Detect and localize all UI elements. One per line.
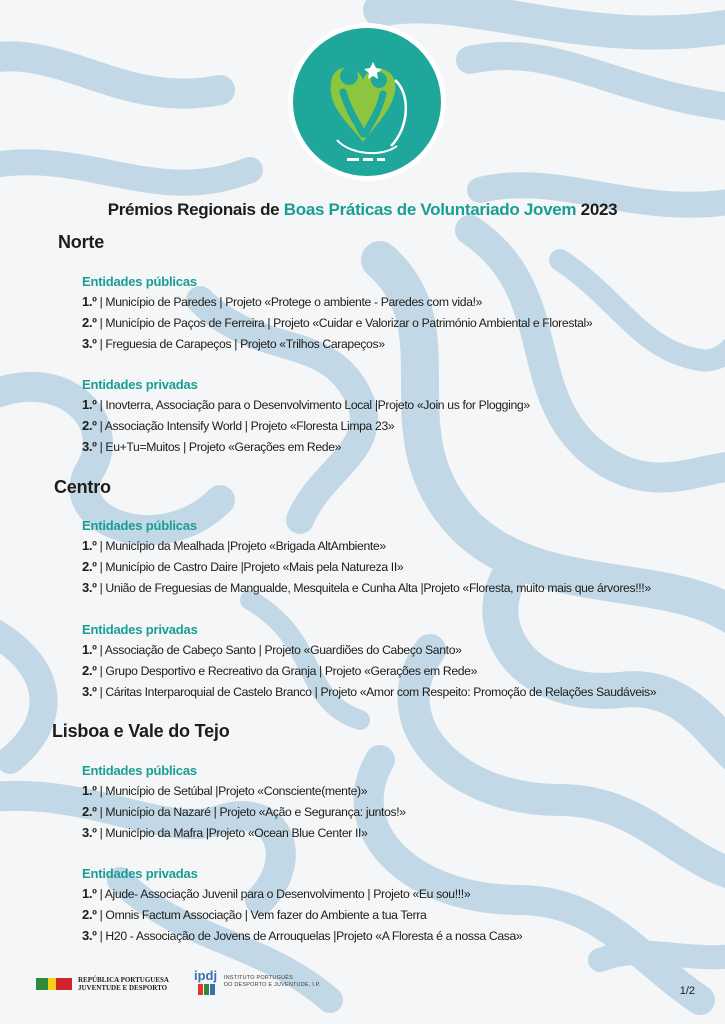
republica-line1: REPÚBLICA PORTUGUESA	[78, 976, 169, 984]
ipdj-logo	[194, 966, 321, 998]
category-privadas-lisboa: Entidades privadas	[82, 866, 198, 881]
award-entry: 3.º | H20 - Associação de Jovens de Arrouquelas |Projeto «A Floresta é a nossa Casa»	[82, 928, 523, 943]
ipdj-line2: DO DESPORTO E JUVENTUDE, I.P.	[224, 982, 321, 988]
category-privadas-norte: Entidades privadas	[82, 377, 198, 392]
award-entry: 2.º | Município de Castro Daire |Projeto «Mais pela Natureza II»	[82, 559, 404, 574]
republica-line2: JUVENTUDE E DESPORTO	[78, 984, 168, 992]
republica-portuguesa-logo	[36, 976, 169, 992]
category-publicas-lisboa: Entidades públicas	[82, 763, 197, 778]
page-number: 1/2	[679, 985, 695, 997]
ipdj-mark-icon	[194, 966, 220, 998]
award-entry: 1.º | Inovterra, Associação para o Desenvolvimento Local |Projeto «Join us for Plogging»	[82, 397, 530, 412]
award-entry: 2.º | Omnis Factum Associação | Vem fazer do Ambiente a tua Terra	[82, 907, 427, 922]
award-entry: 2.º | Município de Paços de Ferreira | Projeto «Cuidar e Valorizar o Património Ambiental e Florestal»	[82, 315, 593, 330]
ipdj-line1: INSTITUTO PORTUGUÊS	[224, 975, 293, 981]
portugal-flag-icon	[36, 978, 72, 990]
award-entry: 3.º | Cáritas Interparoquial de Castelo Branco | Projeto «Amor com Respeito: Promoção de Relações Saudáveis»	[82, 684, 657, 699]
page-title	[0, 200, 725, 220]
category-publicas-centro: Entidades públicas	[82, 518, 197, 533]
ipdj-mark-text: ipdj	[194, 968, 218, 983]
award-entry: 3.º | Município da Mafra |Projeto «Ocean Blue Center II»	[82, 825, 368, 840]
voluntariado-jovem-logo	[287, 22, 447, 182]
award-entry: 1.º | Ajude- Associação Juvenil para o Desenvolvimento | Projeto «Eu sou!!!»	[82, 886, 471, 901]
title-accent: Boas Práticas de Voluntariado Jovem	[283, 200, 577, 219]
award-entry: 2.º | Município da Nazaré | Projeto «Ação e Segurança: juntos!»	[82, 804, 406, 819]
logo-emblem-icon	[287, 22, 447, 182]
title-prefix: Prémios Regionais de	[107, 200, 280, 219]
award-entry: 2.º | Grupo Desportivo e Recreativo da Granja | Projeto «Gerações em Rede»	[82, 663, 478, 678]
award-entry: 1.º | Município de Setúbal |Projeto «Consciente(mente)»	[82, 783, 368, 798]
award-entry: 1.º | Município de Paredes | Projeto «Protege o ambiente - Paredes com vida!»	[82, 294, 483, 309]
award-entry: 2.º | Associação Intensify World | Projeto «Floresta Limpa 23»	[82, 418, 395, 433]
award-entry: 3.º | Eu+Tu=Muitos | Projeto «Gerações em Rede»	[82, 439, 342, 454]
award-entry: 1.º | Município da Mealhada |Projeto «Brigada AltAmbiente»	[82, 538, 386, 553]
award-entry: 3.º | Freguesia de Carapeços | Projeto «Trilhos Carapeços»	[82, 336, 385, 351]
category-privadas-centro: Entidades privadas	[82, 622, 198, 637]
region-heading-centro: Centro	[54, 477, 111, 497]
region-heading-norte: Norte	[58, 232, 105, 252]
category-publicas-norte: Entidades públicas	[82, 274, 197, 289]
title-year: 2023	[580, 200, 618, 219]
award-entry: 1.º | Associação de Cabeço Santo | Projeto «Guardiões do Cabeço Santo»	[82, 642, 462, 657]
region-heading-lisboa: Lisboa e Vale do Tejo	[52, 721, 230, 741]
award-entry: 3.º | União de Freguesias de Mangualde, Mesquitela e Cunha Alta |Projeto «Floresta, muito mais que árvores!!!»	[82, 580, 651, 595]
